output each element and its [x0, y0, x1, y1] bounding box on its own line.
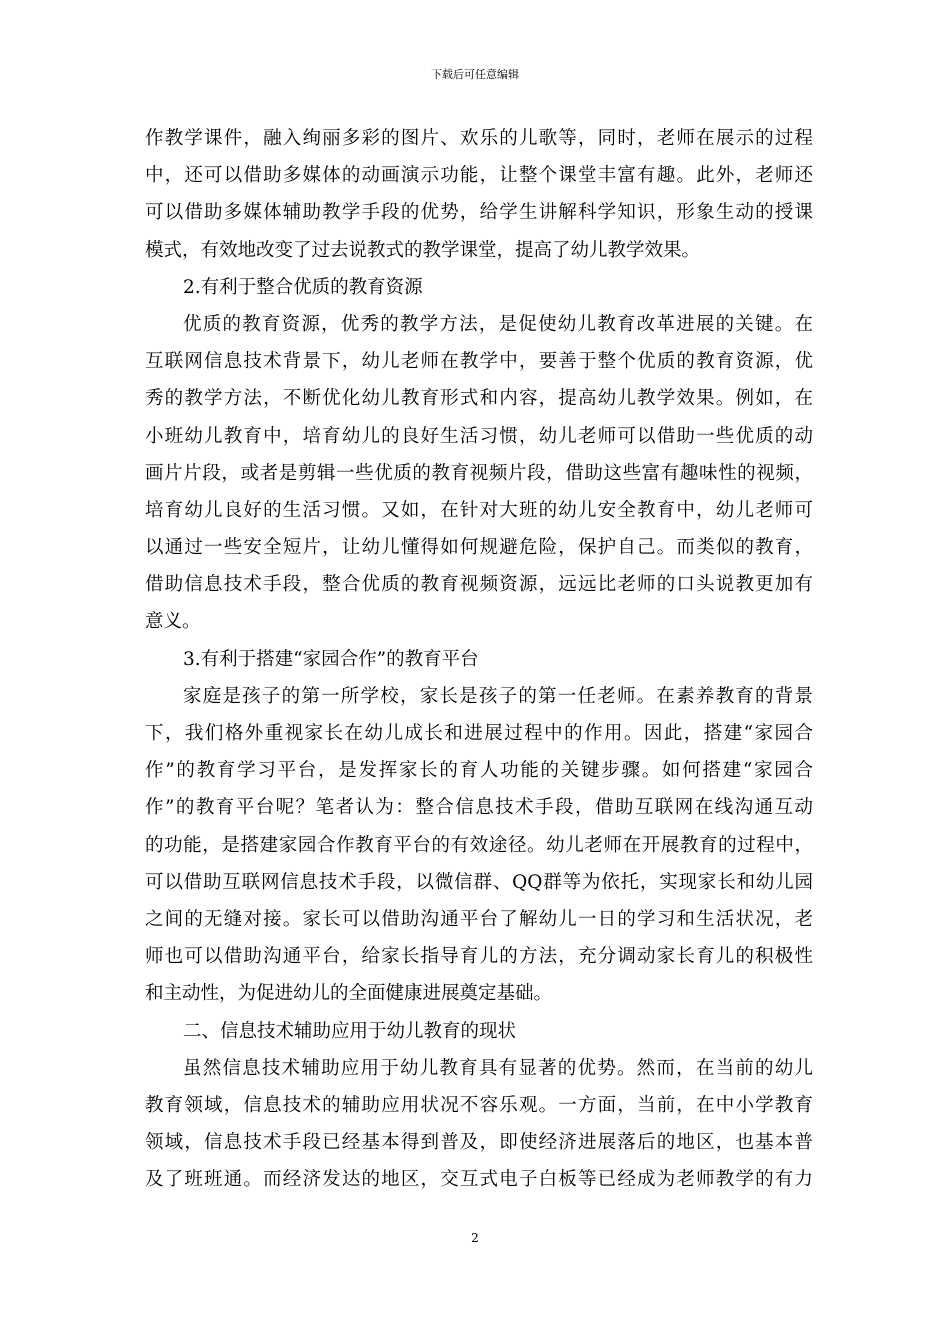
text-line: 培育幼儿良好的生活习惯。又如，在针对大班的幼儿安全教育中，幼儿老师可 [145, 499, 813, 521]
text-line: 中，还可以借助多媒体的动画演示功能，让整个课堂丰富有趣。此外，老师还 [145, 165, 813, 187]
text-line: 二、信息技术辅助应用于幼儿教育的现状 [183, 1020, 517, 1042]
text-line: 作教学课件，融入绚丽多彩的图片、欢乐的儿歌等，同时，老师在展示的过程 [145, 128, 813, 149]
text-line: 师也可以借助沟通平台，给家长指导育儿的方法，充分调动家长育儿的积极性 [145, 946, 813, 968]
text-line: 小班幼儿教育中，培育幼儿的良好生活习惯，幼儿老师可以借助一些优质的动 [145, 425, 813, 447]
text-line: 和主动性，为促进幼儿的全面健康进展奠定基础。 [145, 983, 553, 1005]
text-line: 画片片段，或者是剪辑一些优质的教育视频片段，借助这些富有趣味性的视频， [145, 462, 813, 484]
text-line: 可以借助多媒体辅助教学手段的优势，给学生讲解科学知识，形象生动的授课 [145, 202, 813, 224]
text-line: 作”的教育学习平台，是发挥家长的育人功能的关键步骤。如何搭建“家园合 [145, 760, 813, 782]
text-line: 3.有利于搭建“家园合作”的教育平台 [183, 648, 479, 670]
text-line: 家庭是孩子的第一所学校，家长是孩子的第一任老师。在素养教育的背景 [183, 685, 813, 707]
text-line: 之间的无缝对接。家长可以借助沟通平台了解幼儿一日的学习和生活状况，老 [145, 908, 813, 930]
text-line: 借助信息技术手段，整合优质的教育视频资源，远远比老师的口头说教更加有 [145, 574, 813, 596]
text-line: 2.有利于整合优质的教育资源 [183, 276, 423, 298]
text-line: 模式，有效地改变了过去说教式的教学课堂，提高了幼儿教学效果。 [145, 239, 701, 261]
text-line: 虽然信息技术辅助应用于幼儿教育具有显著的优势。然而，在当前的幼儿 [183, 1057, 813, 1079]
text-line: 秀的教学方法，不断优化幼儿教育形式和内容，提高幼儿教学效果。例如，在 [145, 388, 813, 410]
text-line: 作”的教育平台呢？笔者认为：整合信息技术手段，借助互联网在线沟通互动 [145, 797, 813, 819]
text-line: 下，我们格外重视家长在幼儿成长和进展过程中的作用。因此，搭建“家园合 [145, 723, 813, 744]
text-line: 互联网信息技术背景下，幼儿老师在教学中，要善于整个优质的教育资源，优 [145, 351, 813, 373]
document-body [145, 120, 813, 1198]
text-line: 领域，信息技术手段已经基本得到普及，即使经济进展落后的地区，也基本普 [145, 1132, 813, 1154]
text-line: 优质的教育资源，优秀的教学方法，是促使幼儿教育改革进展的关键。在 [183, 313, 813, 335]
text-line: 以通过一些安全短片，让幼儿懂得如何规避危险，保护自己。而类似的教育， [145, 537, 813, 559]
text-line: 的功能，是搭建家园合作教育平台的有效途径。幼儿老师在开展教育的过程中， [145, 834, 813, 856]
text-line: 教育领域，信息技术的辅助应用状况不容乐观。一方面，当前，在中小学教育 [145, 1094, 813, 1116]
page-header-note: 下载后可任意编辑 [431, 68, 519, 81]
page-number: 2 [471, 1231, 479, 1245]
text-line: 可以借助互联网信息技术手段，以微信群、QQ群等为依托，实现家长和幼儿园 [145, 871, 813, 893]
text-line: 意义。 [145, 611, 201, 633]
text-line: 及了班班通。而经济发达的地区，交互式电子白板等已经成为老师教学的有力 [145, 1169, 813, 1191]
